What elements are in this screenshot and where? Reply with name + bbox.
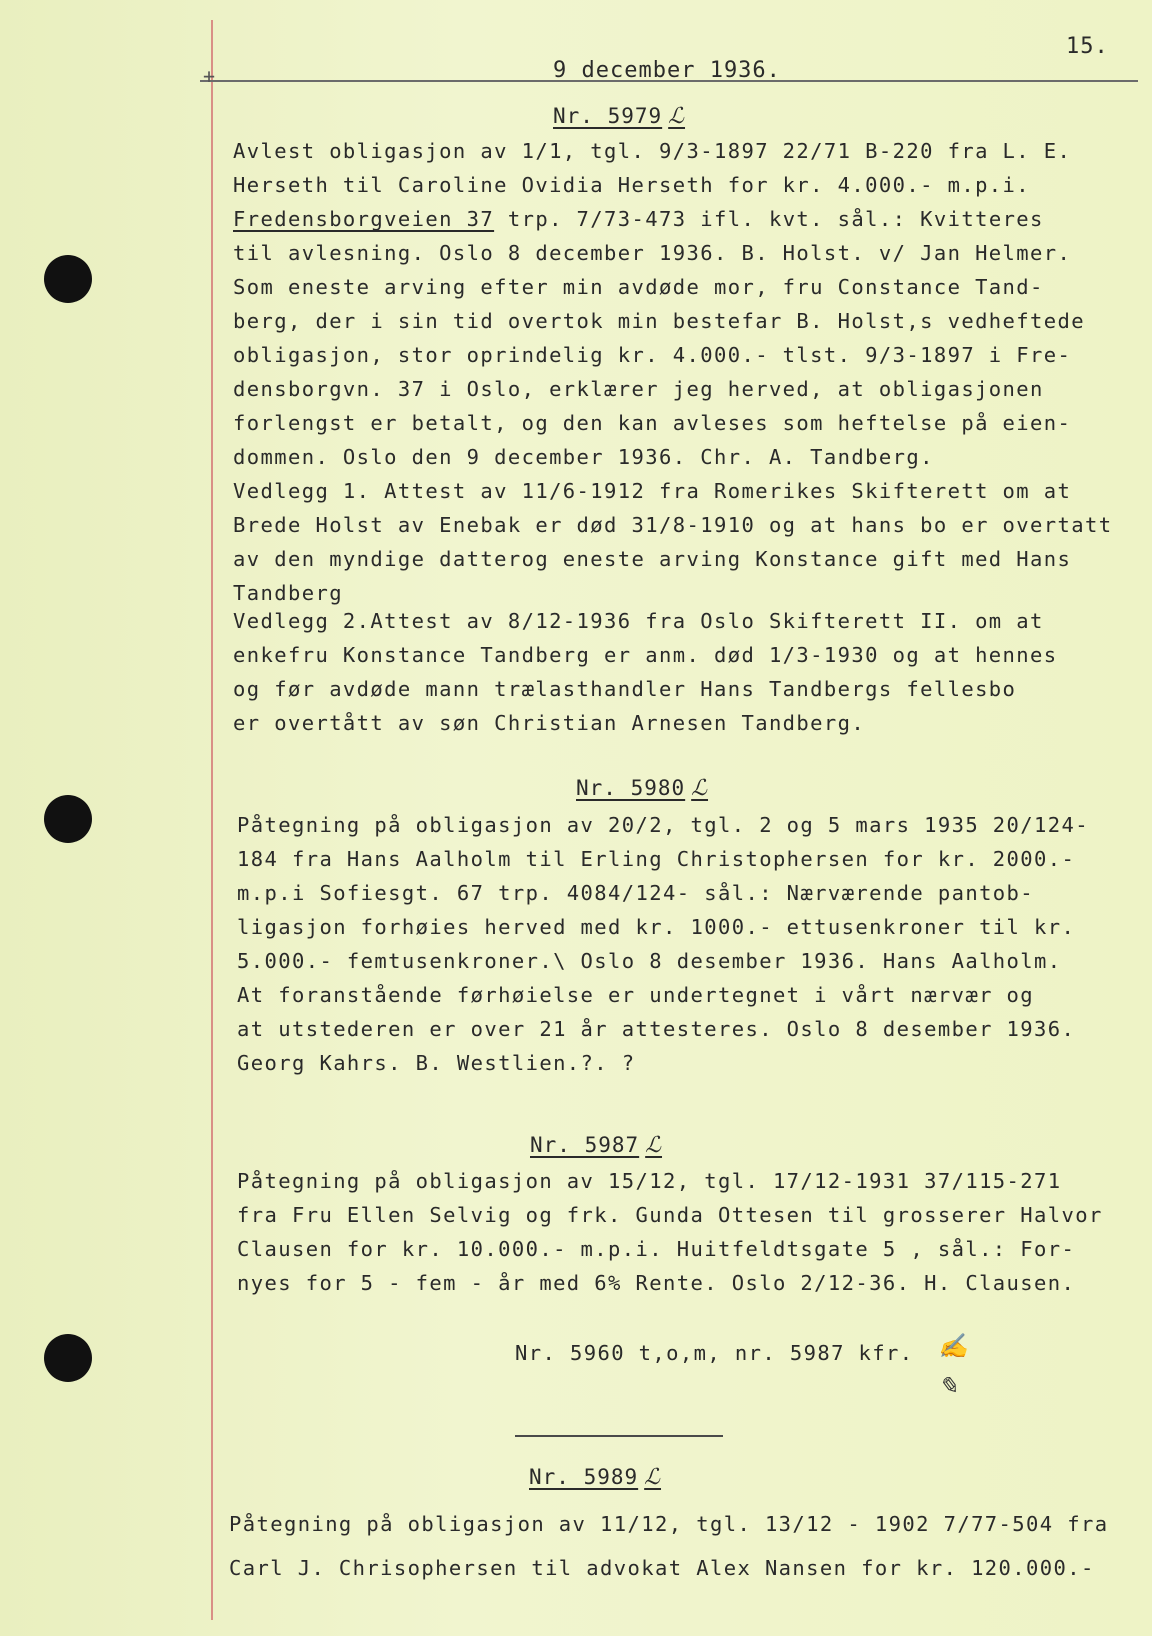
text-line: Vedlegg 2.Attest av 8/12-1936 fra Oslo Skifterett II. om at [233,609,1044,633]
section-rule [515,1435,723,1437]
entry-number [529,1465,661,1490]
text-line: at utstederen er over 21 år attesteres. Oslo 8 desember 1936. [237,1017,1076,1041]
clerk-initials: ℒ [644,1465,662,1490]
text-line: Tandberg [233,581,343,605]
underlined-term: Fredensborgveien 37 [233,207,495,231]
entry-number [530,1133,662,1158]
handwritten-initials: ✎ [938,1372,959,1400]
text-line: ligasjon forhøies herved med kr. 1000.- ettusenkroner til kr. [237,915,1076,939]
text-line: til avlesning. Oslo 8 december 1936. B. Holst. v/ Jan Helmer. [233,241,1072,265]
margin-mark: + [203,64,216,88]
entry-body [229,1502,1109,1590]
text-line: Påtegning på obligasjon av 11/12, tgl. 13/12 - 1902 7/77-504 fra [229,1512,1109,1536]
text-line: Påtegning på obligasjon av 20/2, tgl. 2 og 5 mars 1935 20/124- [237,813,1090,837]
entry-body [233,134,1113,740]
entry-number-text: Nr. 5980 [576,776,686,800]
text-line: obligasjon, stor oprindelig kr. 4.000.- tlst. 9/3-1897 i Fre- [233,343,1072,367]
entry-number-text: Nr. 5987 [530,1133,640,1157]
text-line: forlengst er betalt, og den kan avleses som heftelse på eien- [233,411,1072,435]
date-heading: 9 december 1936. [553,58,781,83]
text-line: og før avdøde mann trælasthandler Hans Tandbergs fellesbo [233,677,1017,701]
text-line: Brede Holst av Enebak er død 31/8-1910 og at hans bo er overtatt [233,513,1113,537]
punch-hole [44,255,92,303]
text-line: m.p.i Sofiesgt. 67 trp. 4084/124- sål.: Nærværende pantob- [237,881,1035,905]
entry-number-text: Nr. 5989 [529,1465,639,1489]
text-line: berg, der i sin tid overtok min bestefar B. Holst,s vedheftede [233,309,1086,333]
text-line: 5.000.- femtusenkroner.\ Oslo 8 desember 1936. Hans Aalholm. [237,949,1062,973]
text-line: Herseth til Caroline Ovidia Herseth for kr. 4.000.- m.p.i. [233,173,1031,197]
text-line: dommen. Oslo den 9 december 1936. Chr. A. Tandberg. [233,445,934,469]
clerk-initials: ℒ [691,776,709,801]
text-line: Påtegning på obligasjon av 15/12, tgl. 17/12-1931 37/115-271 [237,1169,1062,1193]
entry-number [553,104,685,129]
clerk-initials: ℒ [668,104,686,129]
punch-hole [44,795,92,843]
text-line: Clausen for kr. 10.000.- m.p.i. Huitfeldtsgate 5 , sål.: For- [237,1237,1076,1261]
entry-number-text: Nr. 5979 [553,104,663,128]
text-line: er overtått av søn Christian Arnesen Tandberg. [233,711,866,735]
text-line: densborgvn. 37 i Oslo, erklærer jeg herved, at obligasjonen [233,377,1044,401]
entry-body [237,1164,1103,1300]
text-line: Georg Kahrs. B. Westlien.?. ? [237,1051,636,1075]
text-line: Som eneste arving efter min avdøde mor, fru Constance Tand- [233,275,1044,299]
text-line: enkefru Konstance Tandberg er anm. død 1/3-1930 og at hennes [233,643,1058,667]
text-line: Nr. 5960 t,o,m, nr. 5987 kfr. [515,1341,914,1365]
reference-note [515,1336,914,1370]
entry-body [237,808,1089,1080]
text-line: Vedlegg 1. Attest av 11/6-1912 fra Romerikes Skifterett om at [233,479,1072,503]
text-line: Fredensborgveien 37 trp. 7/73-473 ifl. kvt. sål.: Kvitteres [233,207,1044,231]
clerk-initials: ℒ [645,1133,663,1158]
text-line: av den myndige datterog eneste arving Konstance gift med Hans [233,547,1072,571]
page-number: 15. [1066,34,1109,59]
text-line: nyes for 5 - fem - år med 6% Rente. Oslo 2/12-36. H. Clausen. [237,1271,1076,1295]
handwritten-signature: ✍ [938,1332,968,1360]
entry-number [576,776,708,801]
punch-hole [44,1334,92,1382]
margin-line [211,20,213,1620]
text-line: At foranstående førhøielse er undertegnet i vårt nærvær og [237,983,1035,1007]
text-line: fra Fru Ellen Selvig og frk. Gunda Ottesen til grosserer Halvor [237,1203,1103,1227]
text-line: 184 fra Hans Aalholm til Erling Christophersen for kr. 2000.- [237,847,1076,871]
text-line: Carl J. Chrisophersen til advokat Alex Nansen for kr. 120.000.- [229,1556,1095,1580]
text-line: Avlest obligasjon av 1/1, tgl. 9/3-1897 22/71 B-220 fra L. E. [233,139,1072,163]
